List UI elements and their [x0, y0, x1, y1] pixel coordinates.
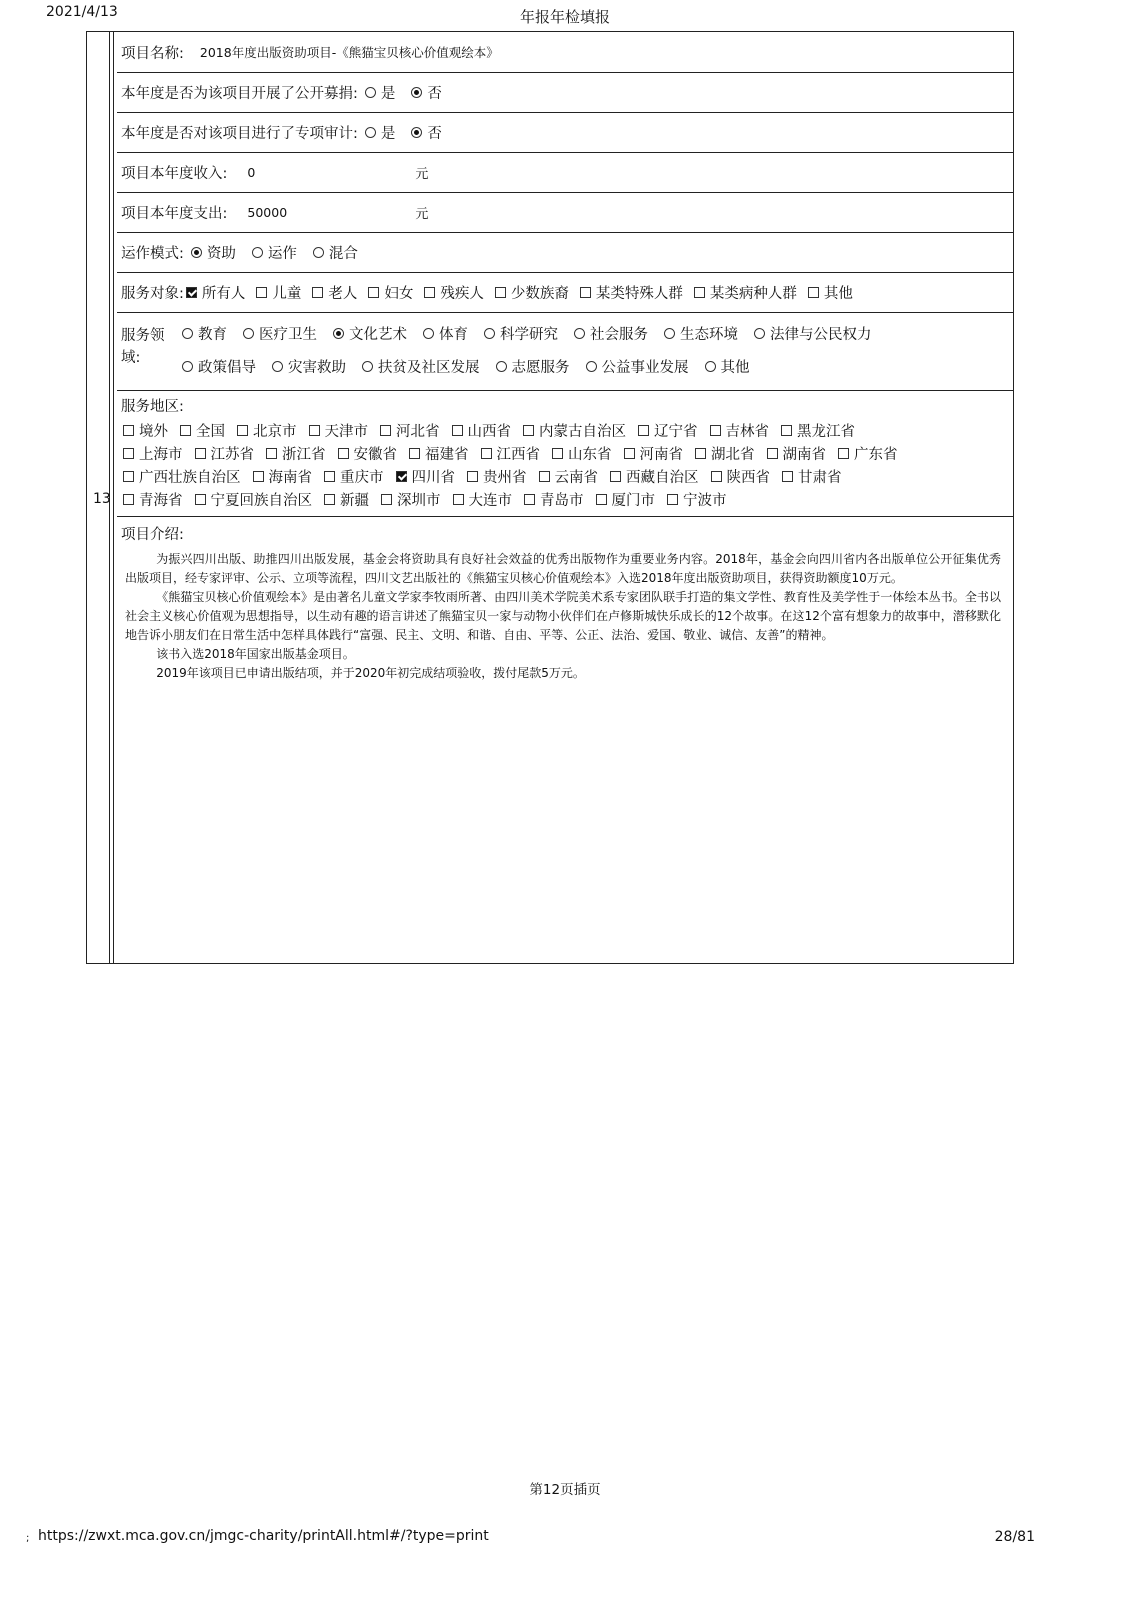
option-label: 社会服务: [590, 327, 648, 343]
checkbox-icon[interactable]: [312, 287, 323, 298]
service-domain-option[interactable]: [579, 356, 689, 377]
radio-icon[interactable]: [243, 328, 254, 339]
option-label: 河北省: [396, 424, 440, 440]
option-label: 某类病种人群: [709, 286, 797, 302]
option-label: 吉林省: [725, 424, 769, 440]
service-domain-option[interactable]: [236, 323, 317, 344]
service-domain-line2: [175, 356, 881, 377]
service-region-option[interactable]: [121, 489, 183, 510]
service-regions-line: [121, 419, 1009, 442]
introduction-paragraph: 2019年该项目已申请出版结项，并于2020年初完成结项验收，拨付尾款5万元。: [156, 666, 585, 680]
checkbox-checked-icon[interactable]: [186, 287, 197, 298]
checkbox-icon[interactable]: [452, 425, 463, 436]
checkbox-icon[interactable]: [781, 425, 792, 436]
option-label: 医疗卫生: [259, 327, 317, 343]
checkbox-icon[interactable]: [324, 494, 335, 505]
income-row: [117, 153, 1013, 193]
option-label: 江西省: [496, 447, 540, 463]
option-label: 其他: [823, 286, 853, 302]
option-label: 老人: [328, 286, 358, 302]
service-region-option[interactable]: [307, 420, 369, 441]
service-domain-option[interactable]: [477, 323, 558, 344]
checkbox-icon[interactable]: [495, 287, 506, 298]
service-region-option[interactable]: [636, 420, 698, 441]
option-label: 湖北省: [711, 447, 755, 463]
option-label: 扶贫及社区发展: [378, 360, 480, 376]
special-audit-yes[interactable]: [358, 122, 396, 143]
page-title: 年报年检填报: [519, 8, 610, 26]
project-name-row: [117, 32, 1013, 73]
radio-icon[interactable]: [313, 247, 324, 258]
option-label: 重庆市: [340, 470, 384, 486]
service-region-option[interactable]: [322, 489, 369, 510]
radio-icon[interactable]: [574, 328, 585, 339]
option-label: 全国: [196, 424, 225, 440]
service-target-option[interactable]: [184, 282, 246, 303]
radio-selected-icon[interactable]: [191, 247, 202, 258]
service-domain-option[interactable]: [489, 356, 570, 377]
option-label: 辽宁省: [654, 424, 698, 440]
checkbox-icon[interactable]: [266, 448, 277, 459]
option-label: 内蒙古自治区: [539, 424, 626, 440]
option-label: 广东省: [854, 447, 898, 463]
form-content: [117, 32, 1013, 963]
service-region-option[interactable]: [336, 443, 398, 464]
service-region-option[interactable]: [709, 466, 771, 487]
option-label: 文化艺术: [349, 327, 407, 343]
radio-icon[interactable]: [182, 328, 193, 339]
option-label: 青海省: [139, 493, 183, 509]
project-name-value: 2018年度出版资助项目-《熊猫宝贝核心价值观绘本》: [199, 45, 499, 60]
checkbox-icon[interactable]: [596, 494, 607, 505]
radio-icon[interactable]: [362, 361, 373, 372]
option-label: 福建省: [425, 447, 469, 463]
checkbox-icon[interactable]: [123, 425, 134, 436]
checkbox-icon[interactable]: [467, 471, 478, 482]
checkbox-icon[interactable]: [580, 287, 591, 298]
option-label: 妇女: [384, 286, 414, 302]
option-label: 云南省: [554, 470, 598, 486]
option-label: 大连市: [468, 493, 512, 509]
option-label: 公益事业发展: [601, 360, 689, 376]
service-domain-option[interactable]: [747, 323, 872, 344]
service-target-option[interactable]: [692, 282, 797, 303]
service-domain-option[interactable]: [416, 323, 468, 344]
option-label: 黑龙江省: [797, 424, 855, 440]
checkbox-icon[interactable]: [838, 448, 849, 459]
checkbox-icon[interactable]: [453, 494, 464, 505]
introduction-text: [121, 550, 1009, 683]
checkbox-icon[interactable]: [624, 448, 635, 459]
introduction-paragraph: 《熊猫宝贝核心价值观绘本》是由著名儿童文学家李牧雨所著、由四川美术学院美术系专家团队联手打造的集文学性、教育性及美学性于一体绘本丛书。全书以社会主义核心价值观为思想指导，以生动有趣的语言讲述了熊猫宝贝一家与动物小伙伴们在卢修斯城快乐成长的12个故事。在这12个富有想象力的故事中，潜移默化地告诉小朋友们在日常生活中怎样具体践行“富强、民主、文明、和谐、自由、平等、公正、法治、爱国、敬业、诚信、友善”的精神。: [125, 590, 1001, 642]
checkbox-icon[interactable]: [424, 287, 435, 298]
option-label: 志愿服务: [511, 360, 570, 376]
service-target-option[interactable]: [422, 282, 484, 303]
special-audit-label: 本年度是否对该项目进行了专项审计:: [121, 126, 358, 142]
service-region-option[interactable]: [450, 420, 512, 441]
option-label: 是: [380, 86, 396, 102]
service-region-option[interactable]: [780, 466, 842, 487]
income-unit: 元: [415, 167, 429, 182]
checkbox-icon[interactable]: [695, 448, 706, 459]
radio-icon[interactable]: [496, 361, 507, 372]
special-audit-row: [117, 113, 1013, 153]
option-label: 否: [427, 86, 442, 102]
option-label: 甘肃省: [798, 470, 842, 486]
service-domain-option[interactable]: [326, 323, 407, 344]
print-url: https://zwxt.mca.gov.cn/jmgc-charity/printAll.html#/?type=print: [38, 1528, 489, 1544]
service-region-option[interactable]: [121, 466, 241, 487]
income-label: 项目本年度收入:: [121, 166, 228, 182]
checkbox-icon[interactable]: [380, 425, 391, 436]
service-domain-label-line1: 服务领: [121, 328, 165, 344]
insert-page-label: 第12页插页: [529, 1482, 601, 1498]
checkbox-icon[interactable]: [123, 494, 134, 505]
service-domain-option[interactable]: [355, 356, 480, 377]
radio-icon[interactable]: [484, 328, 495, 339]
option-label: 贵州省: [483, 470, 527, 486]
expense-value: 50000: [247, 205, 288, 220]
service-regions-grid: [121, 419, 1009, 511]
service-region-option[interactable]: [550, 443, 612, 464]
service-region-option[interactable]: [608, 466, 699, 487]
radio-icon[interactable]: [182, 361, 193, 372]
service-region-option[interactable]: [193, 443, 255, 464]
service-region-option[interactable]: [451, 489, 513, 510]
option-label: 所有人: [201, 286, 246, 302]
service-region-option[interactable]: [522, 489, 584, 510]
radio-icon[interactable]: [423, 328, 434, 339]
option-label: 深圳市: [397, 493, 441, 509]
service-target-option[interactable]: [254, 282, 301, 303]
option-label: 生态环境: [680, 327, 738, 343]
service-region-option[interactable]: [537, 466, 599, 487]
checkbox-icon[interactable]: [808, 287, 819, 298]
checkbox-checked-icon[interactable]: [396, 471, 407, 482]
checkbox-icon[interactable]: [256, 287, 267, 298]
option-label: 儿童: [272, 286, 302, 302]
radio-icon[interactable]: [754, 328, 765, 339]
service-domain-row: [117, 313, 1013, 391]
checkbox-icon[interactable]: [409, 448, 420, 459]
radio-icon[interactable]: [272, 361, 283, 372]
row-index-column: [87, 32, 114, 963]
row-index: 13: [93, 491, 111, 507]
service-domain-line1: [175, 323, 881, 344]
service-regions-label: 服务地区:: [121, 399, 184, 415]
service-region-option[interactable]: [121, 420, 168, 441]
option-label: 浙江省: [282, 447, 326, 463]
service-region-option[interactable]: [407, 443, 469, 464]
service-region-option[interactable]: [264, 443, 326, 464]
service-region-option[interactable]: [836, 443, 898, 464]
operation-mode-mixed[interactable]: [306, 242, 358, 263]
option-label: 青岛市: [540, 493, 584, 509]
service-region-option[interactable]: [178, 420, 225, 441]
service-region-option[interactable]: [235, 420, 297, 441]
service-domain-options: [175, 323, 881, 377]
checkbox-icon[interactable]: [552, 448, 563, 459]
checkbox-icon[interactable]: [309, 425, 320, 436]
radio-icon[interactable]: [705, 361, 716, 372]
option-label: 法律与公民权力: [770, 327, 872, 343]
checkbox-icon[interactable]: [237, 425, 248, 436]
introduction-paragraph: 该书入选2018年国家出版基金项目。: [156, 647, 355, 661]
income-value: 0: [247, 165, 256, 180]
checkbox-icon[interactable]: [610, 471, 621, 482]
service-target-option[interactable]: [366, 282, 413, 303]
service-region-option[interactable]: [322, 466, 384, 487]
option-label: 安徽省: [353, 447, 397, 463]
option-label: 河南省: [639, 447, 683, 463]
operation-mode-funding[interactable]: [184, 242, 236, 263]
checkbox-icon[interactable]: [481, 448, 492, 459]
checkbox-icon[interactable]: [180, 425, 191, 436]
expense-row: [117, 193, 1013, 233]
checkbox-icon[interactable]: [711, 471, 722, 482]
project-name-label: 项目名称:: [121, 45, 184, 62]
service-target-option[interactable]: [493, 282, 569, 303]
option-label: 否: [427, 126, 442, 142]
option-label: 广西壮族自治区: [139, 470, 241, 486]
service-target-option[interactable]: [578, 282, 683, 303]
option-label: 少数族裔: [510, 286, 569, 302]
operation-mode-row: [117, 233, 1013, 273]
option-label: 运作: [267, 246, 297, 262]
checkbox-icon[interactable]: [523, 425, 534, 436]
radio-selected-icon[interactable]: [411, 87, 422, 98]
service-target-option[interactable]: [310, 282, 357, 303]
service-regions-line: [121, 465, 1009, 488]
service-region-option[interactable]: [521, 420, 626, 441]
operation-mode-label: 运作模式:: [121, 246, 184, 262]
option-label: 北京市: [253, 424, 297, 440]
checkbox-icon[interactable]: [782, 471, 793, 482]
introduction-label: 项目介绍:: [121, 527, 184, 543]
checkbox-icon[interactable]: [123, 448, 134, 459]
service-domain-option[interactable]: [175, 323, 227, 344]
option-label: 天津市: [324, 424, 368, 440]
checkbox-icon[interactable]: [195, 448, 206, 459]
option-label: 残疾人: [440, 286, 484, 302]
radio-icon[interactable]: [365, 127, 376, 138]
checkbox-icon[interactable]: [123, 471, 134, 482]
service-region-option[interactable]: [378, 420, 440, 441]
public-fundraising-label: 本年度是否为该项目开展了公开募捐:: [121, 86, 358, 102]
service-region-option[interactable]: [594, 489, 656, 510]
option-label: 四川省: [411, 470, 455, 486]
option-label: 教育: [198, 327, 227, 343]
option-label: 政策倡导: [198, 360, 256, 376]
option-label: 资助: [206, 246, 236, 262]
checkbox-icon[interactable]: [524, 494, 535, 505]
option-label: 宁夏回族自治区: [210, 493, 312, 509]
radio-icon[interactable]: [365, 87, 376, 98]
radio-selected-icon[interactable]: [333, 328, 344, 339]
margin-mark: ;: [26, 1533, 30, 1544]
project-form: [86, 31, 1014, 964]
option-label: 新疆: [340, 493, 369, 509]
radio-icon[interactable]: [252, 247, 263, 258]
option-label: 湖南省: [782, 447, 826, 463]
service-target-option[interactable]: [806, 282, 853, 303]
service-region-option[interactable]: [121, 443, 183, 464]
service-region-option[interactable]: [708, 420, 770, 441]
page-count: 28/81: [994, 1529, 1035, 1545]
service-region-option[interactable]: [193, 489, 313, 510]
option-label: 其他: [720, 360, 750, 376]
service-region-option[interactable]: [479, 443, 541, 464]
option-label: 厦门市: [611, 493, 655, 509]
service-region-option[interactable]: [394, 466, 456, 487]
radio-icon[interactable]: [664, 328, 675, 339]
option-label: 某类特殊人群: [595, 286, 683, 302]
radio-selected-icon[interactable]: [411, 127, 422, 138]
service-region-option[interactable]: [622, 443, 684, 464]
checkbox-icon[interactable]: [338, 448, 349, 459]
option-label: 科学研究: [500, 327, 558, 343]
option-label: 体育: [439, 327, 468, 343]
option-label: 混合: [328, 246, 358, 262]
option-label: 灾害救助: [288, 360, 346, 376]
option-label: 海南省: [268, 470, 312, 486]
option-label: 江苏省: [210, 447, 254, 463]
option-label: 上海市: [139, 447, 183, 463]
checkbox-icon[interactable]: [368, 287, 379, 298]
option-label: 是: [380, 126, 396, 142]
special-audit-no[interactable]: [404, 122, 442, 143]
service-domain-option[interactable]: [657, 323, 738, 344]
service-regions-line: [121, 488, 1009, 511]
checkbox-icon[interactable]: [694, 287, 705, 298]
option-label: 西藏自治区: [626, 470, 699, 486]
service-regions-line: [121, 442, 1009, 465]
checkbox-icon[interactable]: [324, 471, 335, 482]
checkbox-icon[interactable]: [195, 494, 206, 505]
service-domain-option[interactable]: [175, 356, 256, 377]
service-targets-label: 服务对象:: [121, 286, 184, 302]
introduction-paragraph: 为振兴四川出版、助推四川出版发展，基金会将资助具有良好社会效益的优秀出版物作为重要业务内容。2018年，基金会向四川省内各出版单位公开征集优秀出版项目，经专家评审、公示、立项等流程，四川文艺出版社的《熊猫宝贝核心价值观绘本》入选2018年度出版资助项目，获得资助额度10万元。: [125, 552, 1001, 585]
service-domain-label-line2: 域:: [121, 350, 141, 366]
checkbox-icon[interactable]: [767, 448, 778, 459]
public-fundraising-no[interactable]: [404, 82, 442, 103]
service-targets-row: [117, 273, 1013, 313]
checkbox-icon[interactable]: [539, 471, 550, 482]
service-domain-option[interactable]: [567, 323, 648, 344]
service-domain-label: [121, 325, 167, 369]
option-label: 陕西省: [726, 470, 770, 486]
checkbox-icon[interactable]: [667, 494, 678, 505]
option-label: 山东省: [568, 447, 612, 463]
service-region-option[interactable]: [779, 420, 855, 441]
service-domain-option[interactable]: [265, 356, 346, 377]
checkbox-icon[interactable]: [638, 425, 649, 436]
service-region-option[interactable]: [379, 489, 441, 510]
checkbox-icon[interactable]: [710, 425, 721, 436]
service-region-option[interactable]: [765, 443, 827, 464]
service-domain-option[interactable]: [698, 356, 750, 377]
public-fundraising-yes[interactable]: [358, 82, 396, 103]
service-regions-row: [117, 391, 1013, 517]
option-label: 宁波市: [683, 493, 727, 509]
option-label: 境外: [139, 424, 168, 440]
public-fundraising-row: [117, 73, 1013, 113]
option-label: 山西省: [467, 424, 511, 440]
service-region-option[interactable]: [251, 466, 313, 487]
print-date: 2021/4/13: [46, 4, 118, 20]
service-region-option[interactable]: [465, 466, 527, 487]
radio-icon[interactable]: [586, 361, 597, 372]
expense-unit: 元: [415, 207, 429, 222]
checkbox-icon[interactable]: [381, 494, 392, 505]
expense-label: 项目本年度支出:: [121, 206, 228, 222]
checkbox-icon[interactable]: [253, 471, 264, 482]
service-region-option[interactable]: [665, 489, 727, 510]
operation-mode-operating[interactable]: [245, 242, 297, 263]
introduction-row: [117, 517, 1013, 683]
service-region-option[interactable]: [693, 443, 755, 464]
